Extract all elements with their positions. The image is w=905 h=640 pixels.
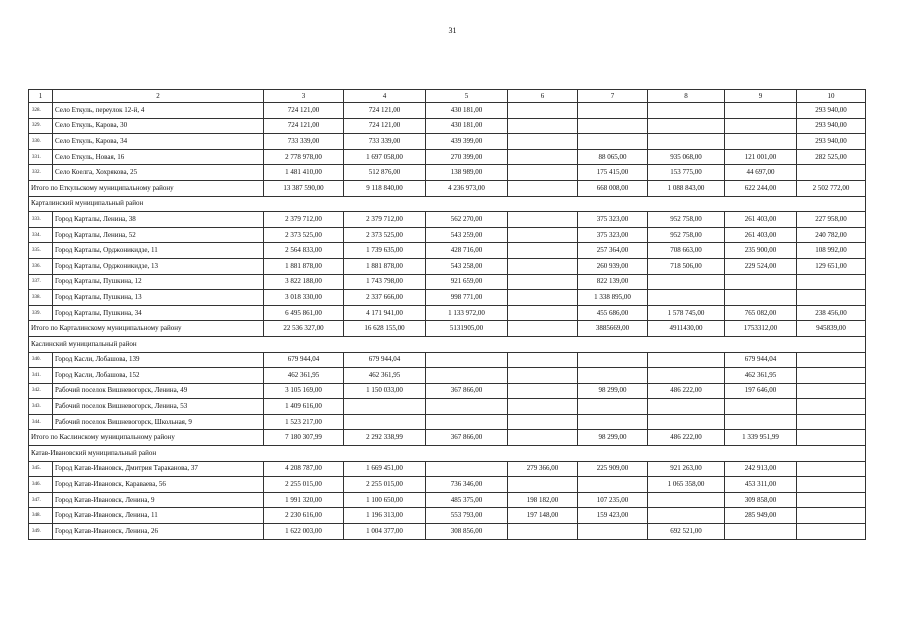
amount-cell: 462 361,95	[264, 368, 344, 384]
amount-cell: 430 181,00	[426, 103, 508, 119]
amount-cell	[648, 134, 725, 150]
amount-cell	[578, 352, 648, 368]
row-number-cell: 328.	[29, 103, 53, 119]
amount-cell: 430 181,00	[426, 118, 508, 134]
amount-cell: 375 323,00	[578, 227, 648, 243]
row-number-cell: 341.	[29, 368, 53, 384]
amount-cell	[797, 492, 866, 508]
summary-amount-cell: 4 236 973,00	[426, 180, 508, 196]
table-row	[29, 227, 866, 243]
summary-amount-cell: 22 536 327,00	[264, 321, 344, 337]
amount-cell	[578, 103, 648, 119]
amount-cell: 1 669 451,00	[344, 461, 426, 477]
amount-cell: 279 366,00	[508, 461, 578, 477]
table-row	[29, 414, 866, 430]
amount-cell	[578, 134, 648, 150]
address-cell: Город Катав-Ивановск, Дмитрия Тараканова, 37	[53, 461, 264, 477]
amount-cell: 724 121,00	[344, 103, 426, 119]
amount-cell	[797, 368, 866, 384]
summary-amount-cell	[508, 321, 578, 337]
table-row	[29, 305, 866, 321]
amount-cell: 921 263,00	[648, 461, 725, 477]
amount-cell	[508, 477, 578, 493]
row-number-cell: 337.	[29, 274, 53, 290]
table-row	[29, 368, 866, 384]
summary-amount-cell: 2 292 338,99	[344, 430, 426, 446]
summary-label: Итого по Еткульскому муниципальному району	[29, 180, 264, 196]
header-cell: 9	[725, 90, 797, 103]
address-cell: Город Карталы, Пушкина, 12	[53, 274, 264, 290]
amount-cell: 724 121,00	[344, 118, 426, 134]
amount-cell: 486 222,00	[648, 383, 725, 399]
amount-cell: 543 259,00	[426, 227, 508, 243]
amount-cell	[648, 399, 725, 415]
amount-cell: 1 991 320,00	[264, 492, 344, 508]
row-number-cell: 343.	[29, 399, 53, 415]
summary-row	[29, 321, 866, 337]
amount-cell	[578, 118, 648, 134]
amount-cell	[578, 524, 648, 540]
amount-cell: 309 858,00	[725, 492, 797, 508]
address-cell: Город Карталы, Пушкина, 34	[53, 305, 264, 321]
amount-cell: 175 415,00	[578, 165, 648, 181]
address-cell: Город Касли, Лобашова, 152	[53, 368, 264, 384]
row-number-cell: 330.	[29, 134, 53, 150]
amount-cell: 153 775,00	[648, 165, 725, 181]
amount-cell: 439 399,00	[426, 134, 508, 150]
amount-cell: 733 339,00	[344, 134, 426, 150]
table-row	[29, 274, 866, 290]
table-row	[29, 103, 866, 119]
amount-cell	[508, 103, 578, 119]
amount-cell	[797, 274, 866, 290]
amount-cell: 724 121,00	[264, 103, 344, 119]
summary-amount-cell: 1 088 843,00	[648, 180, 725, 196]
amount-cell: 293 940,00	[797, 134, 866, 150]
header-cell: 4	[344, 90, 426, 103]
amount-cell: 453 311,00	[725, 477, 797, 493]
amount-cell: 562 270,00	[426, 212, 508, 228]
address-cell: Город Катав-Ивановск, Ленина, 26	[53, 524, 264, 540]
section-title: Каслинский муниципальный район	[29, 336, 866, 352]
amount-cell: 1 150 033,00	[344, 383, 426, 399]
amount-cell: 2 373 525,00	[344, 227, 426, 243]
summary-amount-cell	[508, 430, 578, 446]
amount-cell	[578, 399, 648, 415]
row-number-cell: 347.	[29, 492, 53, 508]
row-number-cell: 335.	[29, 243, 53, 259]
header-cell: 3	[264, 90, 344, 103]
section-row	[29, 336, 866, 352]
summary-row	[29, 180, 866, 196]
amount-cell: 1 622 003,00	[264, 524, 344, 540]
address-cell: Село Коелга, Хохрякова, 25	[53, 165, 264, 181]
amount-cell: 293 940,00	[797, 118, 866, 134]
row-number-cell: 336.	[29, 258, 53, 274]
amount-cell: 88 065,00	[578, 149, 648, 165]
amount-cell: 229 524,00	[725, 258, 797, 274]
amount-cell	[508, 414, 578, 430]
row-number-cell: 334.	[29, 227, 53, 243]
summary-amount-cell: 7 180 307,99	[264, 430, 344, 446]
amount-cell	[648, 118, 725, 134]
amount-cell: 260 939,00	[578, 258, 648, 274]
summary-amount-cell: 486 222,00	[648, 430, 725, 446]
amount-cell	[508, 383, 578, 399]
table-row	[29, 149, 866, 165]
row-number-cell: 332.	[29, 165, 53, 181]
amount-cell: 198 182,00	[508, 492, 578, 508]
amount-cell: 998 771,00	[426, 290, 508, 306]
address-cell: Село Еткуль, переулок 12-й, 4	[53, 103, 264, 119]
table-row	[29, 243, 866, 259]
amount-cell: 1 481 410,00	[264, 165, 344, 181]
address-cell: Город Катав-Ивановск, Караваева, 56	[53, 477, 264, 493]
header-cell: 5	[426, 90, 508, 103]
amount-cell: 293 940,00	[797, 103, 866, 119]
amount-cell: 512 876,00	[344, 165, 426, 181]
address-cell: Город Карталы, Ленина, 52	[53, 227, 264, 243]
summary-amount-cell: 1753312,00	[725, 321, 797, 337]
document-table	[28, 89, 866, 540]
amount-cell: 1 523 217,00	[264, 414, 344, 430]
row-number-cell: 340.	[29, 352, 53, 368]
amount-cell: 736 346,00	[426, 477, 508, 493]
address-cell: Рабочий поселок Вишневогорск, Школьная, 9	[53, 414, 264, 430]
amount-cell	[426, 461, 508, 477]
summary-row	[29, 430, 866, 446]
amount-cell: 257 364,00	[578, 243, 648, 259]
amount-cell: 952 758,00	[648, 212, 725, 228]
amount-cell: 1 739 635,00	[344, 243, 426, 259]
amount-cell: 1 196 313,00	[344, 508, 426, 524]
amount-cell: 679 944,04	[344, 352, 426, 368]
amount-cell	[648, 352, 725, 368]
summary-label: Итого по Карталинскому муниципальному району	[29, 321, 264, 337]
amount-cell	[797, 165, 866, 181]
amount-cell: 822 139,00	[578, 274, 648, 290]
address-cell: Село Еткуль, Новая, 16	[53, 149, 264, 165]
amount-cell: 308 856,00	[426, 524, 508, 540]
amount-cell	[508, 165, 578, 181]
amount-cell: 733 339,00	[264, 134, 344, 150]
amount-cell: 708 663,00	[648, 243, 725, 259]
section-row	[29, 196, 866, 212]
amount-cell: 2 379 712,00	[264, 212, 344, 228]
address-cell: Город Карталы, Орджоникидзе, 11	[53, 243, 264, 259]
header-cell: 8	[648, 90, 725, 103]
amount-cell	[648, 274, 725, 290]
amount-cell	[578, 477, 648, 493]
summary-amount-cell: 16 628 155,00	[344, 321, 426, 337]
amount-cell: 3 018 330,00	[264, 290, 344, 306]
amount-cell: 2 373 525,00	[264, 227, 344, 243]
summary-amount-cell: 1 339 951,99	[725, 430, 797, 446]
amount-cell: 1 338 895,00	[578, 290, 648, 306]
amount-cell: 44 697,00	[725, 165, 797, 181]
amount-cell: 4 171 941,00	[344, 305, 426, 321]
row-number-cell: 333.	[29, 212, 53, 228]
amount-cell: 553 793,00	[426, 508, 508, 524]
amount-cell: 1 409 616,00	[264, 399, 344, 415]
amount-cell	[508, 258, 578, 274]
address-cell: Город Карталы, Ленина, 38	[53, 212, 264, 228]
row-number-cell: 331.	[29, 149, 53, 165]
amount-cell: 2 230 616,00	[264, 508, 344, 524]
amount-cell: 1 743 798,00	[344, 274, 426, 290]
amount-cell	[578, 368, 648, 384]
row-number-cell: 339.	[29, 305, 53, 321]
row-number-cell: 348.	[29, 508, 53, 524]
section-title: Катав-Ивановский муниципальный район	[29, 446, 866, 462]
amount-cell: 2 564 833,00	[264, 243, 344, 259]
amount-cell	[648, 368, 725, 384]
row-number-cell: 338.	[29, 290, 53, 306]
amount-cell: 679 944,04	[725, 352, 797, 368]
address-cell: Рабочий поселок Вишневогорск, Ленина, 53	[53, 399, 264, 415]
amount-cell	[725, 134, 797, 150]
amount-cell	[508, 524, 578, 540]
amount-cell: 98 299,00	[578, 383, 648, 399]
summary-amount-cell: 4911430,00	[648, 321, 725, 337]
amount-cell: 107 235,00	[578, 492, 648, 508]
amount-cell: 282 525,00	[797, 149, 866, 165]
table-row	[29, 118, 866, 134]
table-row	[29, 258, 866, 274]
amount-cell: 129 651,00	[797, 258, 866, 274]
amount-cell: 935 068,00	[648, 149, 725, 165]
amount-cell: 2 778 978,00	[264, 149, 344, 165]
header-cell: 6	[508, 90, 578, 103]
table-row	[29, 383, 866, 399]
summary-amount-cell: 668 008,00	[578, 180, 648, 196]
amount-cell: 1 881 878,00	[344, 258, 426, 274]
amount-cell: 428 716,00	[426, 243, 508, 259]
amount-cell	[508, 149, 578, 165]
amount-cell	[426, 414, 508, 430]
row-number-cell: 349.	[29, 524, 53, 540]
amount-cell: 543 258,00	[426, 258, 508, 274]
address-cell: Рабочий поселок Вишневогорск, Ленина, 49	[53, 383, 264, 399]
amount-cell: 159 423,00	[578, 508, 648, 524]
table-row	[29, 399, 866, 415]
amount-cell	[725, 274, 797, 290]
amount-cell: 197 148,00	[508, 508, 578, 524]
amount-cell: 765 082,00	[725, 305, 797, 321]
amount-cell	[797, 508, 866, 524]
amount-cell	[648, 103, 725, 119]
page-number: 31	[448, 26, 457, 35]
header-cell: 7	[578, 90, 648, 103]
amount-cell: 679 944,04	[264, 352, 344, 368]
summary-amount-cell: 367 866,00	[426, 430, 508, 446]
amount-cell	[725, 414, 797, 430]
table-row	[29, 290, 866, 306]
amount-cell: 921 659,00	[426, 274, 508, 290]
amount-cell: 952 758,00	[648, 227, 725, 243]
amount-cell	[648, 290, 725, 306]
amount-cell: 3 105 169,00	[264, 383, 344, 399]
amount-cell: 1 578 745,00	[648, 305, 725, 321]
amount-cell: 462 361,95	[725, 368, 797, 384]
amount-cell: 1 004 377,00	[344, 524, 426, 540]
address-cell: Город Касли, Лобашова, 139	[53, 352, 264, 368]
row-number-cell: 346.	[29, 477, 53, 493]
amount-cell: 367 866,00	[426, 383, 508, 399]
amount-cell: 2 379 712,00	[344, 212, 426, 228]
amount-cell	[648, 508, 725, 524]
summary-amount-cell	[508, 180, 578, 196]
table-row	[29, 508, 866, 524]
address-cell: Город Катав-Ивановск, Ленина, 9	[53, 492, 264, 508]
amount-cell	[648, 492, 725, 508]
section-title: Карталинский муниципальный район	[29, 196, 866, 212]
row-number-cell: 342.	[29, 383, 53, 399]
amount-cell: 724 121,00	[264, 118, 344, 134]
summary-amount-cell: 5131905,00	[426, 321, 508, 337]
summary-amount-cell: 9 118 840,00	[344, 180, 426, 196]
address-cell: Село Еткуль, Карова, 34	[53, 134, 264, 150]
amount-cell	[797, 290, 866, 306]
amount-cell	[725, 118, 797, 134]
amount-cell	[508, 290, 578, 306]
amount-cell: 270 399,00	[426, 149, 508, 165]
amount-cell: 2 337 666,00	[344, 290, 426, 306]
table-row	[29, 212, 866, 228]
amount-cell	[344, 399, 426, 415]
summary-amount-cell: 98 299,00	[578, 430, 648, 446]
summary-label: Итого по Каслинскому муниципальному району	[29, 430, 264, 446]
amount-cell	[426, 352, 508, 368]
amount-cell: 242 913,00	[725, 461, 797, 477]
summary-amount-cell	[797, 430, 866, 446]
amount-cell: 1 881 878,00	[264, 258, 344, 274]
amount-cell: 4 208 787,00	[264, 461, 344, 477]
amount-cell	[648, 414, 725, 430]
summary-amount-cell: 945839,00	[797, 321, 866, 337]
summary-amount-cell: 3885669,00	[578, 321, 648, 337]
document-table-container	[28, 89, 850, 540]
amount-cell: 455 686,00	[578, 305, 648, 321]
table-body	[29, 90, 866, 540]
amount-cell: 261 403,00	[725, 212, 797, 228]
amount-cell: 375 323,00	[578, 212, 648, 228]
amount-cell: 1 697 058,00	[344, 149, 426, 165]
amount-cell	[508, 274, 578, 290]
table-row	[29, 461, 866, 477]
amount-cell: 285 949,00	[725, 508, 797, 524]
row-number-cell: 344.	[29, 414, 53, 430]
amount-cell: 108 992,00	[797, 243, 866, 259]
amount-cell	[508, 399, 578, 415]
amount-cell: 240 782,00	[797, 227, 866, 243]
row-number-cell: 345.	[29, 461, 53, 477]
amount-cell: 692 521,00	[648, 524, 725, 540]
table-header-row	[29, 90, 866, 103]
amount-cell: 6 495 861,00	[264, 305, 344, 321]
amount-cell	[725, 399, 797, 415]
table-row	[29, 524, 866, 540]
address-cell: Село Еткуль, Карова, 30	[53, 118, 264, 134]
amount-cell: 1 100 650,00	[344, 492, 426, 508]
amount-cell: 225 909,00	[578, 461, 648, 477]
amount-cell	[578, 414, 648, 430]
amount-cell: 138 989,00	[426, 165, 508, 181]
amount-cell: 261 403,00	[725, 227, 797, 243]
amount-cell: 462 361,95	[344, 368, 426, 384]
amount-cell: 718 506,00	[648, 258, 725, 274]
header-cell: 2	[53, 90, 264, 103]
amount-cell	[725, 524, 797, 540]
address-cell: Город Катав-Ивановск, Ленина, 11	[53, 508, 264, 524]
table-row	[29, 477, 866, 493]
summary-amount-cell: 622 244,00	[725, 180, 797, 196]
amount-cell: 2 255 015,00	[344, 477, 426, 493]
amount-cell: 227 958,00	[797, 212, 866, 228]
summary-amount-cell: 2 502 772,00	[797, 180, 866, 196]
amount-cell	[426, 399, 508, 415]
amount-cell	[797, 383, 866, 399]
amount-cell	[797, 461, 866, 477]
table-row	[29, 352, 866, 368]
amount-cell	[508, 305, 578, 321]
row-number-cell: 329.	[29, 118, 53, 134]
amount-cell	[508, 368, 578, 384]
amount-cell: 485 375,00	[426, 492, 508, 508]
amount-cell: 1 065 358,00	[648, 477, 725, 493]
table-row	[29, 165, 866, 181]
amount-cell: 121 001,00	[725, 149, 797, 165]
address-cell: Город Карталы, Пушкина, 13	[53, 290, 264, 306]
amount-cell	[797, 524, 866, 540]
amount-cell	[426, 368, 508, 384]
amount-cell: 3 822 188,00	[264, 274, 344, 290]
amount-cell	[508, 243, 578, 259]
amount-cell: 238 456,00	[797, 305, 866, 321]
amount-cell	[797, 352, 866, 368]
amount-cell	[508, 352, 578, 368]
amount-cell: 1 133 972,00	[426, 305, 508, 321]
table-row	[29, 134, 866, 150]
amount-cell	[797, 477, 866, 493]
header-cell: 10	[797, 90, 866, 103]
amount-cell	[797, 414, 866, 430]
header-cell: 1	[29, 90, 53, 103]
amount-cell	[344, 414, 426, 430]
address-cell: Город Карталы, Орджоникидзе, 13	[53, 258, 264, 274]
amount-cell: 197 646,00	[725, 383, 797, 399]
summary-amount-cell: 13 387 590,00	[264, 180, 344, 196]
amount-cell	[508, 212, 578, 228]
amount-cell	[508, 134, 578, 150]
amount-cell	[508, 227, 578, 243]
section-row	[29, 446, 866, 462]
amount-cell	[725, 103, 797, 119]
amount-cell: 235 900,00	[725, 243, 797, 259]
amount-cell	[725, 290, 797, 306]
table-row	[29, 492, 866, 508]
amount-cell: 2 255 015,00	[264, 477, 344, 493]
amount-cell	[508, 118, 578, 134]
amount-cell	[797, 399, 866, 415]
